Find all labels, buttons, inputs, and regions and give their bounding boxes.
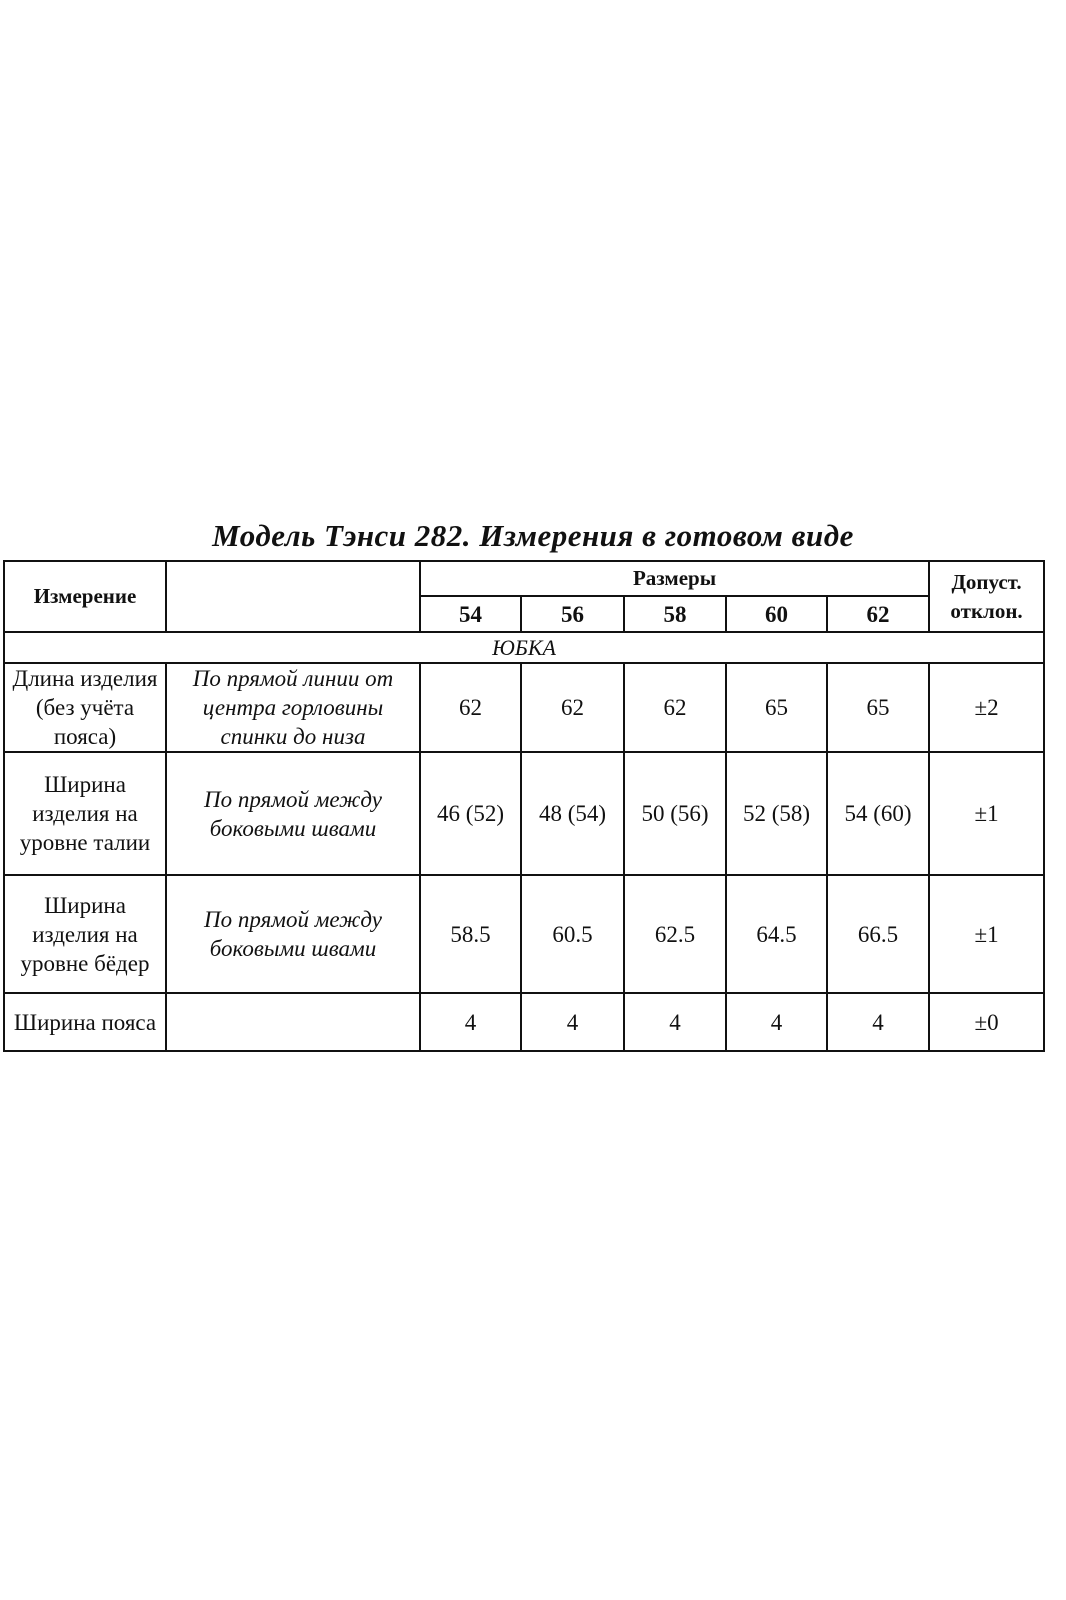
table-row bbox=[4, 663, 1044, 752]
table-row bbox=[4, 875, 1044, 993]
value-cell: 4 bbox=[827, 993, 929, 1051]
value-cell: 62 bbox=[420, 663, 521, 752]
value-cell: 66.5 bbox=[827, 875, 929, 993]
value-cell: 4 bbox=[624, 993, 726, 1051]
table-row bbox=[4, 752, 1044, 875]
description-cell: По прямой между боковыми швами bbox=[166, 752, 420, 875]
value-cell: 50 (56) bbox=[624, 752, 726, 875]
value-cell: 60.5 bbox=[521, 875, 624, 993]
value-cell: 62.5 bbox=[624, 875, 726, 993]
value-cell: 4 bbox=[726, 993, 827, 1051]
header-size-cell: 60 bbox=[726, 596, 827, 632]
tolerance-cell: ±1 bbox=[929, 752, 1044, 875]
measurements-table bbox=[3, 560, 1045, 1052]
header-size-cell: 58 bbox=[624, 596, 726, 632]
value-cell: 4 bbox=[521, 993, 624, 1051]
tolerance-cell: ±0 bbox=[929, 993, 1044, 1051]
measurement-cell: Ширина пояса bbox=[4, 993, 166, 1051]
value-cell: 4 bbox=[420, 993, 521, 1051]
tolerance-cell: ±2 bbox=[929, 663, 1044, 752]
header-size-cell: 62 bbox=[827, 596, 929, 632]
value-cell: 58.5 bbox=[420, 875, 521, 993]
header-description bbox=[166, 561, 420, 632]
value-cell: 54 (60) bbox=[827, 752, 929, 875]
measurement-cell: Ширина изделия на уровне талии bbox=[4, 752, 166, 875]
section-row bbox=[4, 632, 1044, 663]
header-size-cell: 56 bbox=[521, 596, 624, 632]
header-tolerance: Допуст. отклон. bbox=[929, 561, 1044, 632]
header-sizes-group: Размеры bbox=[420, 561, 929, 596]
value-cell: 62 bbox=[521, 663, 624, 752]
description-cell bbox=[166, 993, 420, 1051]
description-cell: По прямой между боковыми швами bbox=[166, 875, 420, 993]
value-cell: 48 (54) bbox=[521, 752, 624, 875]
value-cell: 52 (58) bbox=[726, 752, 827, 875]
value-cell: 46 (52) bbox=[420, 752, 521, 875]
section-title: ЮБКА bbox=[4, 632, 1044, 663]
measurement-cell: Ширина изделия на уровне бёдер bbox=[4, 875, 166, 993]
header-row bbox=[4, 561, 1044, 596]
header-measurement: Измерение bbox=[4, 561, 166, 632]
table-row bbox=[4, 993, 1044, 1051]
tolerance-cell: ±1 bbox=[929, 875, 1044, 993]
value-cell: 62 bbox=[624, 663, 726, 752]
measurement-cell: Длина изделия (без учёта пояса) bbox=[4, 663, 166, 752]
document-title: Модель Тэнси 282. Измерения в готовом виде bbox=[212, 518, 854, 553]
header-size-cell: 54 bbox=[420, 596, 521, 632]
value-cell: 65 bbox=[827, 663, 929, 752]
description-cell: По прямой линии от центра горловины спинки до низа bbox=[166, 663, 420, 752]
value-cell: 64.5 bbox=[726, 875, 827, 993]
value-cell: 65 bbox=[726, 663, 827, 752]
